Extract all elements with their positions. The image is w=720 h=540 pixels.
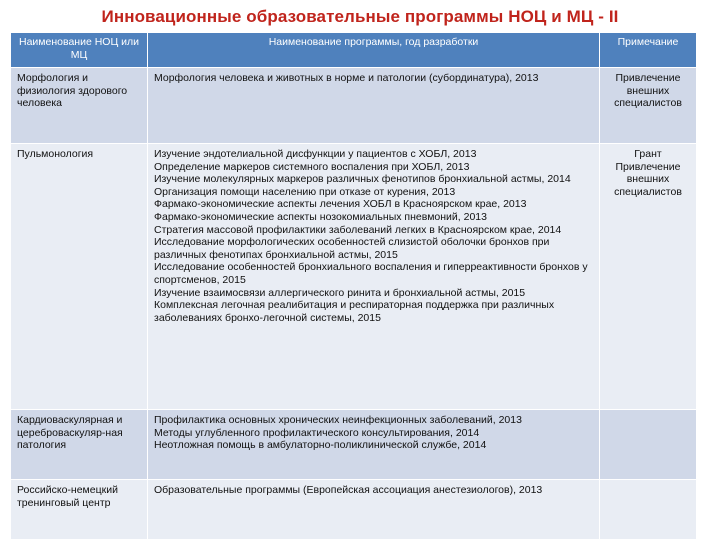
program-item: Изучение эндотелиальной дисфункции у пациентов с ХОБЛ, 2013 [154,148,477,160]
program-item: Образовательные программы (Европейская ассоциация анестезиологов), 2013 [154,484,543,496]
header-program: Наименование программы, год разработки [148,33,600,68]
table-row [11,480,697,540]
program-item: Комплексная легочная реалибитация и респираторная поддержка при различных заболеваниях бронхо-легочной системы, 2015 [154,299,555,324]
page-title: Инновационные образовательные программы НОЦ и МЦ - II [101,7,619,26]
programs-table [10,32,697,540]
note-cell [600,410,697,480]
note-item: Грант [634,148,662,160]
note-cell [600,144,697,410]
center-name: Российско-немецкий тренинговый центр [11,480,148,540]
program-item: Фармако-экономические аспекты лечения ХОБЛ в Красноярском крае, 2013 [154,198,527,211]
table-row [11,68,697,144]
program-item: Исследование морфологических особенностей слизистой оболочки бронхов при различных фенотипах бронхиальной астмы, 2015 [154,236,550,261]
note-item: Привлечение внешних специалистов [614,160,682,198]
program-item: Фармако-экономические аспекты нозокомиальных пневмоний, 2013 [154,210,487,223]
program-item: Профилактика основных хронических неинфекционных заболеваний, 2013 [154,414,522,426]
table-header-row [11,33,697,68]
program-item: Организация помощи населению при отказе от курения, 2013 [154,185,456,198]
program-item: Морфология человека и животных в норме и патологии (субординатура), 2013 [154,72,539,84]
program-item: Определение маркеров системного воспаления при ХОБЛ, 2013 [154,160,470,173]
table-row [11,144,697,410]
program-item: Исследование особенностей бронхиального воспаления и гиперреактивности бронхов у спортсменов, 2015 [154,261,588,286]
program-item: Изучение молекулярных маркеров различных фенотипов бронхиальной астмы, 2014 [154,173,571,186]
header-note: Примечание [600,33,697,68]
program-item: Методы углубленного профилактического консультирования, 2014 [154,426,480,439]
program-list [148,68,600,144]
program-list [148,144,600,410]
center-name: Морфология и физиология здорового человека [11,68,148,144]
header-center: Наименование НОЦ или МЦ [11,33,148,68]
note-cell [600,480,697,540]
program-item: Изучение взаимосвязи аллергического ринита и бронхиальной астмы, 2015 [154,286,526,299]
note-item: Привлечение внешних специалистов [614,72,682,110]
center-name: Кардиоваскулярная и цереброваскуляр-ная патология [11,410,148,480]
program-item: Стратегия массовой профилактики заболеваний легких в Красноярском крае, 2014 [154,223,562,236]
table-row [11,410,697,480]
note-cell [600,68,697,144]
center-name: Пульмонология [11,144,148,410]
program-item: Неотложная помощь в амбулаторно-поликлинической службе, 2014 [154,439,487,452]
program-list [148,410,600,480]
program-list [148,480,600,540]
